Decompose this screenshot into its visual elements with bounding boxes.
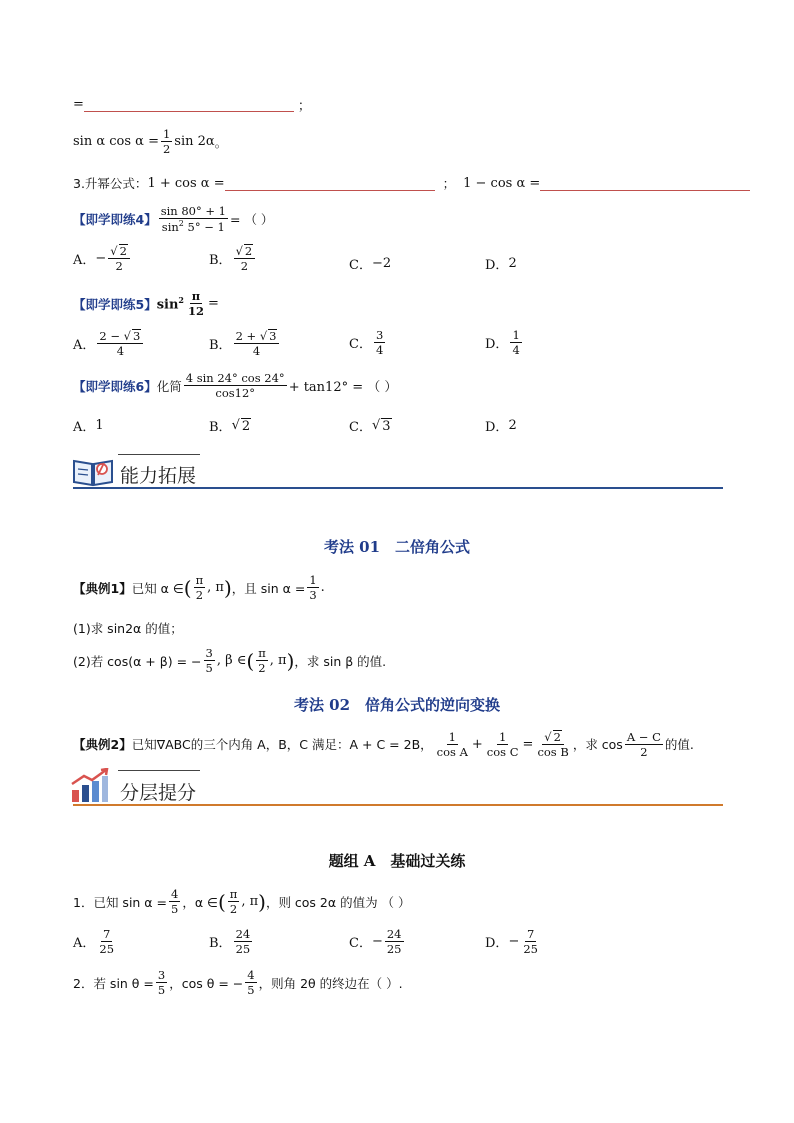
- choice-d[interactable]: D． 2: [485, 418, 517, 435]
- question-2-stem: 2．若 sin θ = $\frac{3}{5}$ ，cos θ = − $\frac{4}{5}$ ，则角 2θ 的终边在（ ）.: [73, 968, 403, 998]
- group-a-heading: 题组 A 基础过关练: [328, 852, 466, 870]
- example-1-q2: (2)若 cos(α + β) = − $\frac{3}{5}$ , β ∈ ( $\frac{\pi}{2}$ , π ) ，求 sin β 的值.: [73, 646, 387, 676]
- choice-c[interactable]: C． −2: [349, 256, 392, 273]
- choice-a[interactable]: A． − $\frac{√ 2}{2}$: [73, 244, 132, 272]
- book-icon: [72, 455, 114, 491]
- section-title: 分层提分: [120, 782, 197, 804]
- choice-a[interactable]: A． $\frac{2 - √ 3}{4}$: [73, 329, 145, 357]
- answer-blank: [540, 176, 750, 191]
- example-1-stem: 【典例1】 已知 α ∈ ( $\frac{\pi}{2}$ , π ) ，且 sin α = $\frac{1}{3}$ .: [73, 573, 325, 603]
- choice-d[interactable]: D． 2: [485, 256, 517, 273]
- fraction: $\frac{\sin 80^\circ + 1}{\sin^2 5^\circ - 1}$: [160, 204, 226, 234]
- power-raising-formula: 3.升幂公式： 1 + cos α = ； 1 − cos α =: [73, 174, 750, 192]
- section-decor-line: [118, 454, 200, 455]
- section-divider: [73, 804, 723, 806]
- example-2-stem: 【典例2】 已知∇ABC的三个内角 A，B，C 满足：A + C = 2B， $\frac{1}{\text{cos A}}$ + $\frac{1}{\text{cos C}}$ = $\frac{√ 2}{\text{cos B}}$ ，求 cos $\frac{A - C}{2}$ 的值.: [73, 729, 694, 760]
- section-title: 能力拓展: [120, 465, 197, 487]
- section-decor-line: [118, 770, 200, 771]
- formula-blank-line: = ；: [73, 97, 311, 114]
- double-angle-identity: sin α cos α = $\frac{1}{2}$ sin 2α 。: [73, 127, 228, 157]
- question-1-stem: 1．已知 sin α = $\frac{4}{5}$ ，α ∈ ( $\frac{\pi}{2}$ , π ) ，则 cos 2α 的值为 （ ）: [73, 887, 411, 917]
- example-1-q1: (1)求 sin2α 的值；: [73, 621, 183, 636]
- choice-b[interactable]: B． $\frac{√ 2}{2}$: [209, 244, 257, 272]
- choice-a[interactable]: A． 1: [73, 418, 104, 435]
- method-01-heading: 考法 01 二倍角公式: [323, 538, 471, 556]
- choice-c[interactable]: C． √ 3: [349, 418, 391, 435]
- choice-b[interactable]: B． $\frac{2 + √ 3}{4}$: [209, 329, 281, 357]
- choice-a[interactable]: A． $\frac{7}{25}$: [73, 927, 115, 957]
- choice-c[interactable]: C． − $\frac{24}{25}$: [349, 927, 402, 957]
- choice-b[interactable]: B． √ 2: [209, 418, 251, 435]
- exercise-6-stem: 【即学即练6】 化简 $\frac{4 \sin 24^\circ \cos 24^\circ}{\cos 12^\circ}$ + tan12° = （ ）: [73, 371, 398, 401]
- choice-c[interactable]: C． $\frac{3}{4}$: [349, 328, 384, 358]
- answer-blank: [225, 176, 435, 191]
- fraction: $\frac{1}{2}$: [162, 127, 171, 157]
- choice-b[interactable]: B． $\frac{24}{25}$: [209, 927, 251, 957]
- choice-d[interactable]: D． − $\frac{7}{25}$: [485, 927, 538, 957]
- bar-chart-icon: [70, 768, 110, 808]
- choice-d[interactable]: D． $\frac{1}{4}$: [485, 328, 520, 358]
- method-02-heading: 考法 02 倍角公式的逆向变换: [293, 696, 501, 714]
- answer-blank: [84, 97, 294, 112]
- exercise-4-stem: 【即学即练4】 $\frac{\sin 80^\circ + 1}{\sin^2 5^\circ - 1}$ = （ ）: [73, 204, 274, 234]
- exercise-5-stem: 【即学即练5】 $\sin^2$ $\frac{\pi}{12}$ =: [73, 289, 219, 319]
- section-divider: [73, 487, 723, 489]
